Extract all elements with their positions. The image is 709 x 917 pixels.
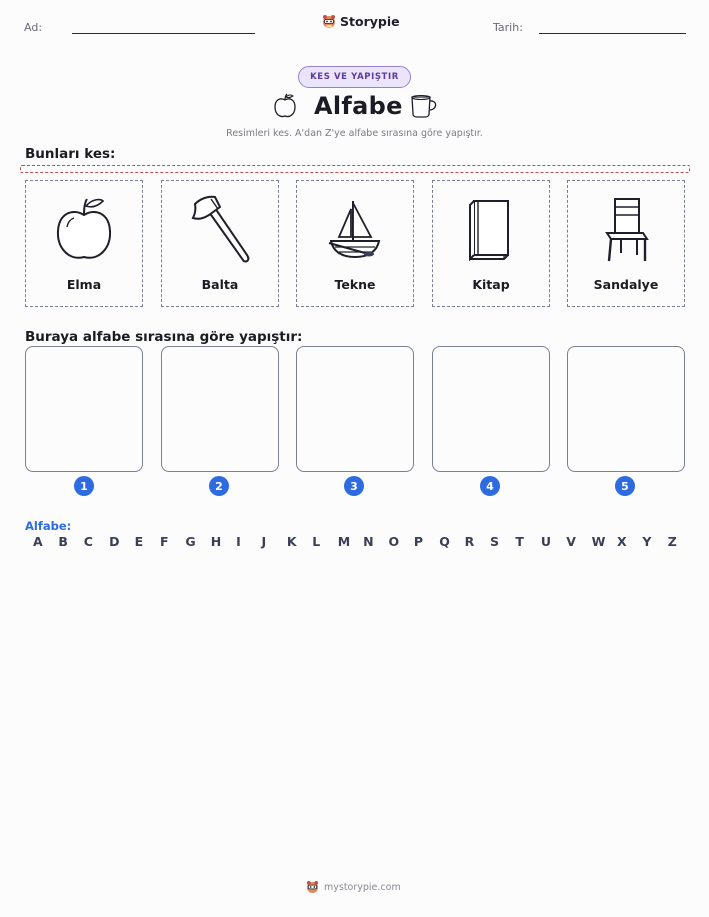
mug-icon <box>410 94 440 118</box>
alphabet-letter: T <box>515 534 524 549</box>
date-label: Tarih: <box>493 21 523 34</box>
footer <box>306 880 401 894</box>
cut-card-label: Tekne <box>334 277 376 292</box>
slot-number-4: 4 <box>480 476 500 496</box>
alphabet-letter: X <box>616 534 627 549</box>
alphabet-letter: S <box>490 534 500 549</box>
book-icon <box>464 197 518 263</box>
slot-number-3: 3 <box>344 476 364 496</box>
alphabet-letter: K <box>286 534 297 549</box>
alphabet-letter: Q <box>439 534 450 549</box>
apple-icon <box>53 195 115 265</box>
cut-card-boat[interactable] <box>296 180 414 307</box>
alphabet-letter: O <box>388 534 400 549</box>
alphabet-letter: N <box>363 534 374 549</box>
apple-icon <box>272 93 298 120</box>
paste-section-heading: Buraya alfabe sırasına göre yapıştır: <box>25 329 303 345</box>
alphabet-letter: C <box>83 534 93 549</box>
alphabet-letter: J <box>261 534 267 549</box>
alphabet-letter: F <box>159 534 169 549</box>
footer-site[interactable]: mystorypie.com <box>324 881 401 893</box>
alphabet-letter: G <box>185 534 196 549</box>
alphabet-letter: U <box>540 534 551 549</box>
cut-card-label: Elma <box>66 277 102 292</box>
slot-number-2: 2 <box>209 476 229 496</box>
alphabet-letter: L <box>312 534 321 549</box>
alphabet-letter: Z <box>667 534 677 549</box>
brand-logo <box>322 14 400 29</box>
alphabet-letter: P <box>413 534 424 549</box>
cut-card-label: Sandalye <box>593 277 659 292</box>
slot-number-5: 5 <box>615 476 635 496</box>
name-line[interactable] <box>72 33 255 34</box>
paste-box-5[interactable] <box>567 346 685 472</box>
brand-name: Storypie <box>340 14 400 29</box>
chair-icon <box>601 195 651 265</box>
alphabet-letter: E <box>134 534 144 549</box>
cut-card-label: Kitap <box>472 277 510 292</box>
axe-icon <box>187 194 253 266</box>
paste-box-2[interactable] <box>161 346 279 472</box>
page-title: Alfabe <box>314 92 403 120</box>
alphabet-row <box>33 534 693 549</box>
activity-badge: KES VE YAPIŞTIR <box>298 66 411 88</box>
storypie-mascot-icon <box>306 880 319 894</box>
alphabet-letter: I <box>236 534 241 549</box>
cut-line <box>20 165 690 173</box>
paste-box-1[interactable] <box>25 346 143 472</box>
alphabet-letter: W <box>591 534 606 549</box>
alphabet-letter: Y <box>642 534 652 549</box>
alphabet-letter: B <box>58 534 68 549</box>
date-line[interactable] <box>539 33 686 34</box>
alphabet-letter: V <box>566 534 576 549</box>
cut-section-heading: Bunları kes: <box>25 146 116 162</box>
alphabet-letter: R <box>464 534 475 549</box>
alphabet-letter: H <box>210 534 222 549</box>
paste-box-3[interactable] <box>296 346 414 472</box>
cut-card-axe[interactable] <box>161 180 279 307</box>
slot-number-1: 1 <box>74 476 94 496</box>
cut-card-book[interactable] <box>432 180 550 307</box>
instructions: Resimleri kes. A'dan Z'ye alfabe sırasına göre yapıştır. <box>226 128 483 139</box>
alphabet-letter: D <box>109 534 120 549</box>
cut-card-apple[interactable] <box>25 180 143 307</box>
alphabet-letter: M <box>337 534 351 549</box>
boat-icon <box>325 197 385 263</box>
paste-box-4[interactable] <box>432 346 550 472</box>
cut-card-chair[interactable] <box>567 180 685 307</box>
alphabet-title: Alfabe: <box>25 519 72 533</box>
alphabet-letter: A <box>33 534 43 549</box>
name-label: Ad: <box>24 21 43 34</box>
cut-card-label: Balta <box>201 277 239 292</box>
storypie-mascot-icon <box>322 14 336 29</box>
